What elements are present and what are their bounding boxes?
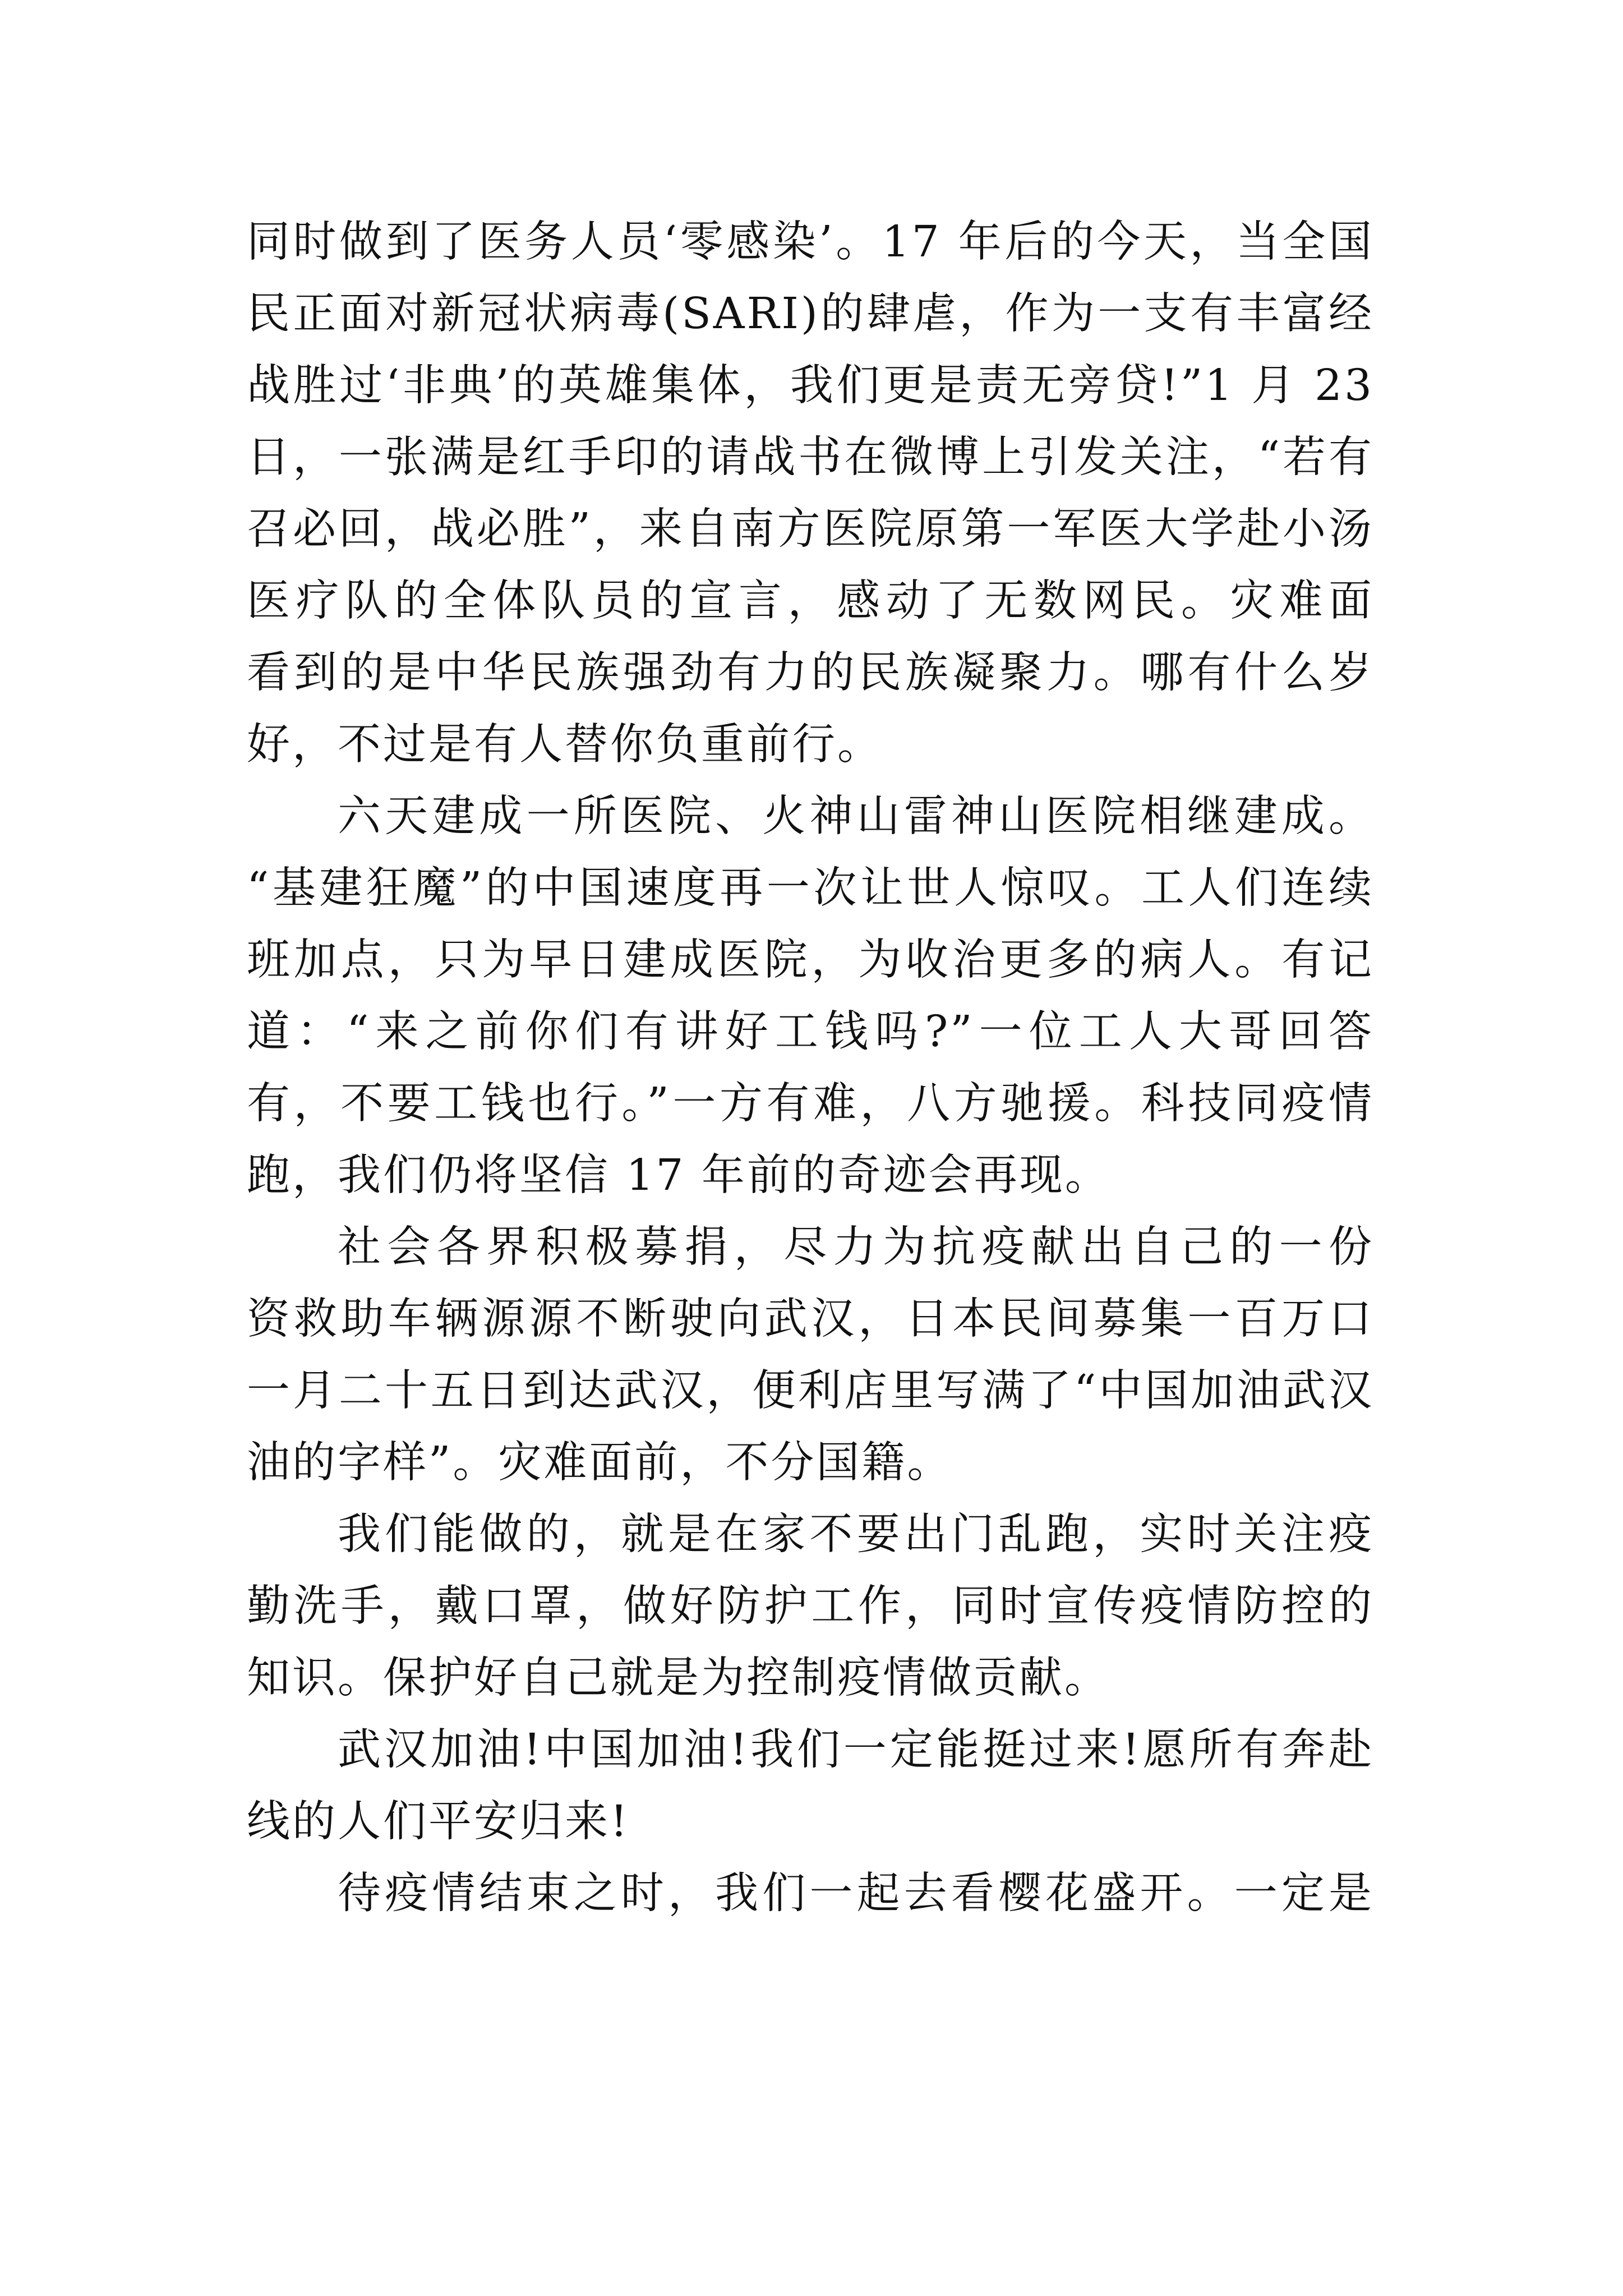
- text-line: 跑，我们仍将坚信 17 年前的奇迹会再现。: [247, 1151, 1110, 1200]
- text-line: 好，不过是有人替你负重前行。: [247, 720, 883, 770]
- text-line: 看到的是中华民族强劲有力的民族凝聚力。哪有什么岁: [247, 648, 1374, 698]
- text-line: 一月二十五日到达武汉，便利店里写满了“中国加油武汉: [247, 1366, 1374, 1416]
- text-line: 日，一张满是红手印的请战书在微博上引发关注，“若有: [247, 432, 1374, 482]
- text-line: 道：“来之前你们有讲好工钱吗?”一位工人大哥回答: [247, 1007, 1374, 1057]
- text-line: 民正面对新冠状病毒(SARI)的肆虐，作为一支有丰富经: [247, 289, 1374, 339]
- text-line: 线的人们平安归来!: [247, 1797, 630, 1847]
- text-line: 资救助车辆源源不断驶向武汉，日本民间募集一百万口: [247, 1294, 1374, 1344]
- text-line: 我们能做的，就是在家不要出门乱跑，实时关注疫: [338, 1510, 1374, 1559]
- text-line: 六天建成一所医院、火神山雷神山医院相继建成。: [338, 792, 1374, 841]
- text-line: 武汉加油!中国加油!我们一定能挺过来!愿所有奔赴: [338, 1725, 1374, 1775]
- text-line: 待疫情结束之时，我们一起去看樱花盛开。一定是: [338, 1869, 1374, 1918]
- text-line: 社会各界积极募捐，尽力为抗疫献出自己的一份: [338, 1222, 1374, 1272]
- text-line: 勤洗手，戴口罩，做好防护工作，同时宣传疫情防控的: [247, 1581, 1374, 1631]
- text-line: 有，不要工钱也行。”一方有难，八方驰援。科技同疫情: [247, 1079, 1374, 1129]
- text-line: 战胜过‘非典’的英雄集体，我们更是责无旁贷!”1 月 23: [247, 361, 1374, 411]
- text-line: 召必回，战必胜”，来自南方医院原第一军医大学赴小汤: [247, 504, 1374, 554]
- text-line: 同时做到了医务人员‘零感染’。17 年后的今天，当全国: [247, 217, 1374, 267]
- text-line: “基建狂魔”的中国速度再一次让世人惊叹。工人们连续: [247, 863, 1374, 913]
- body-text: [247, 206, 1374, 1930]
- text-line: 班加点，只为早日建成医院，为收治更多的病人。有记: [247, 935, 1374, 985]
- text-line: 医疗队的全体队员的宣言，感动了无数网民。灾难面: [247, 576, 1374, 626]
- text-line: 知识。保护好自己就是为控制疫情做贡献。: [247, 1653, 1110, 1703]
- text-line: 油的字样”。灾难面前，不分国籍。: [247, 1438, 953, 1488]
